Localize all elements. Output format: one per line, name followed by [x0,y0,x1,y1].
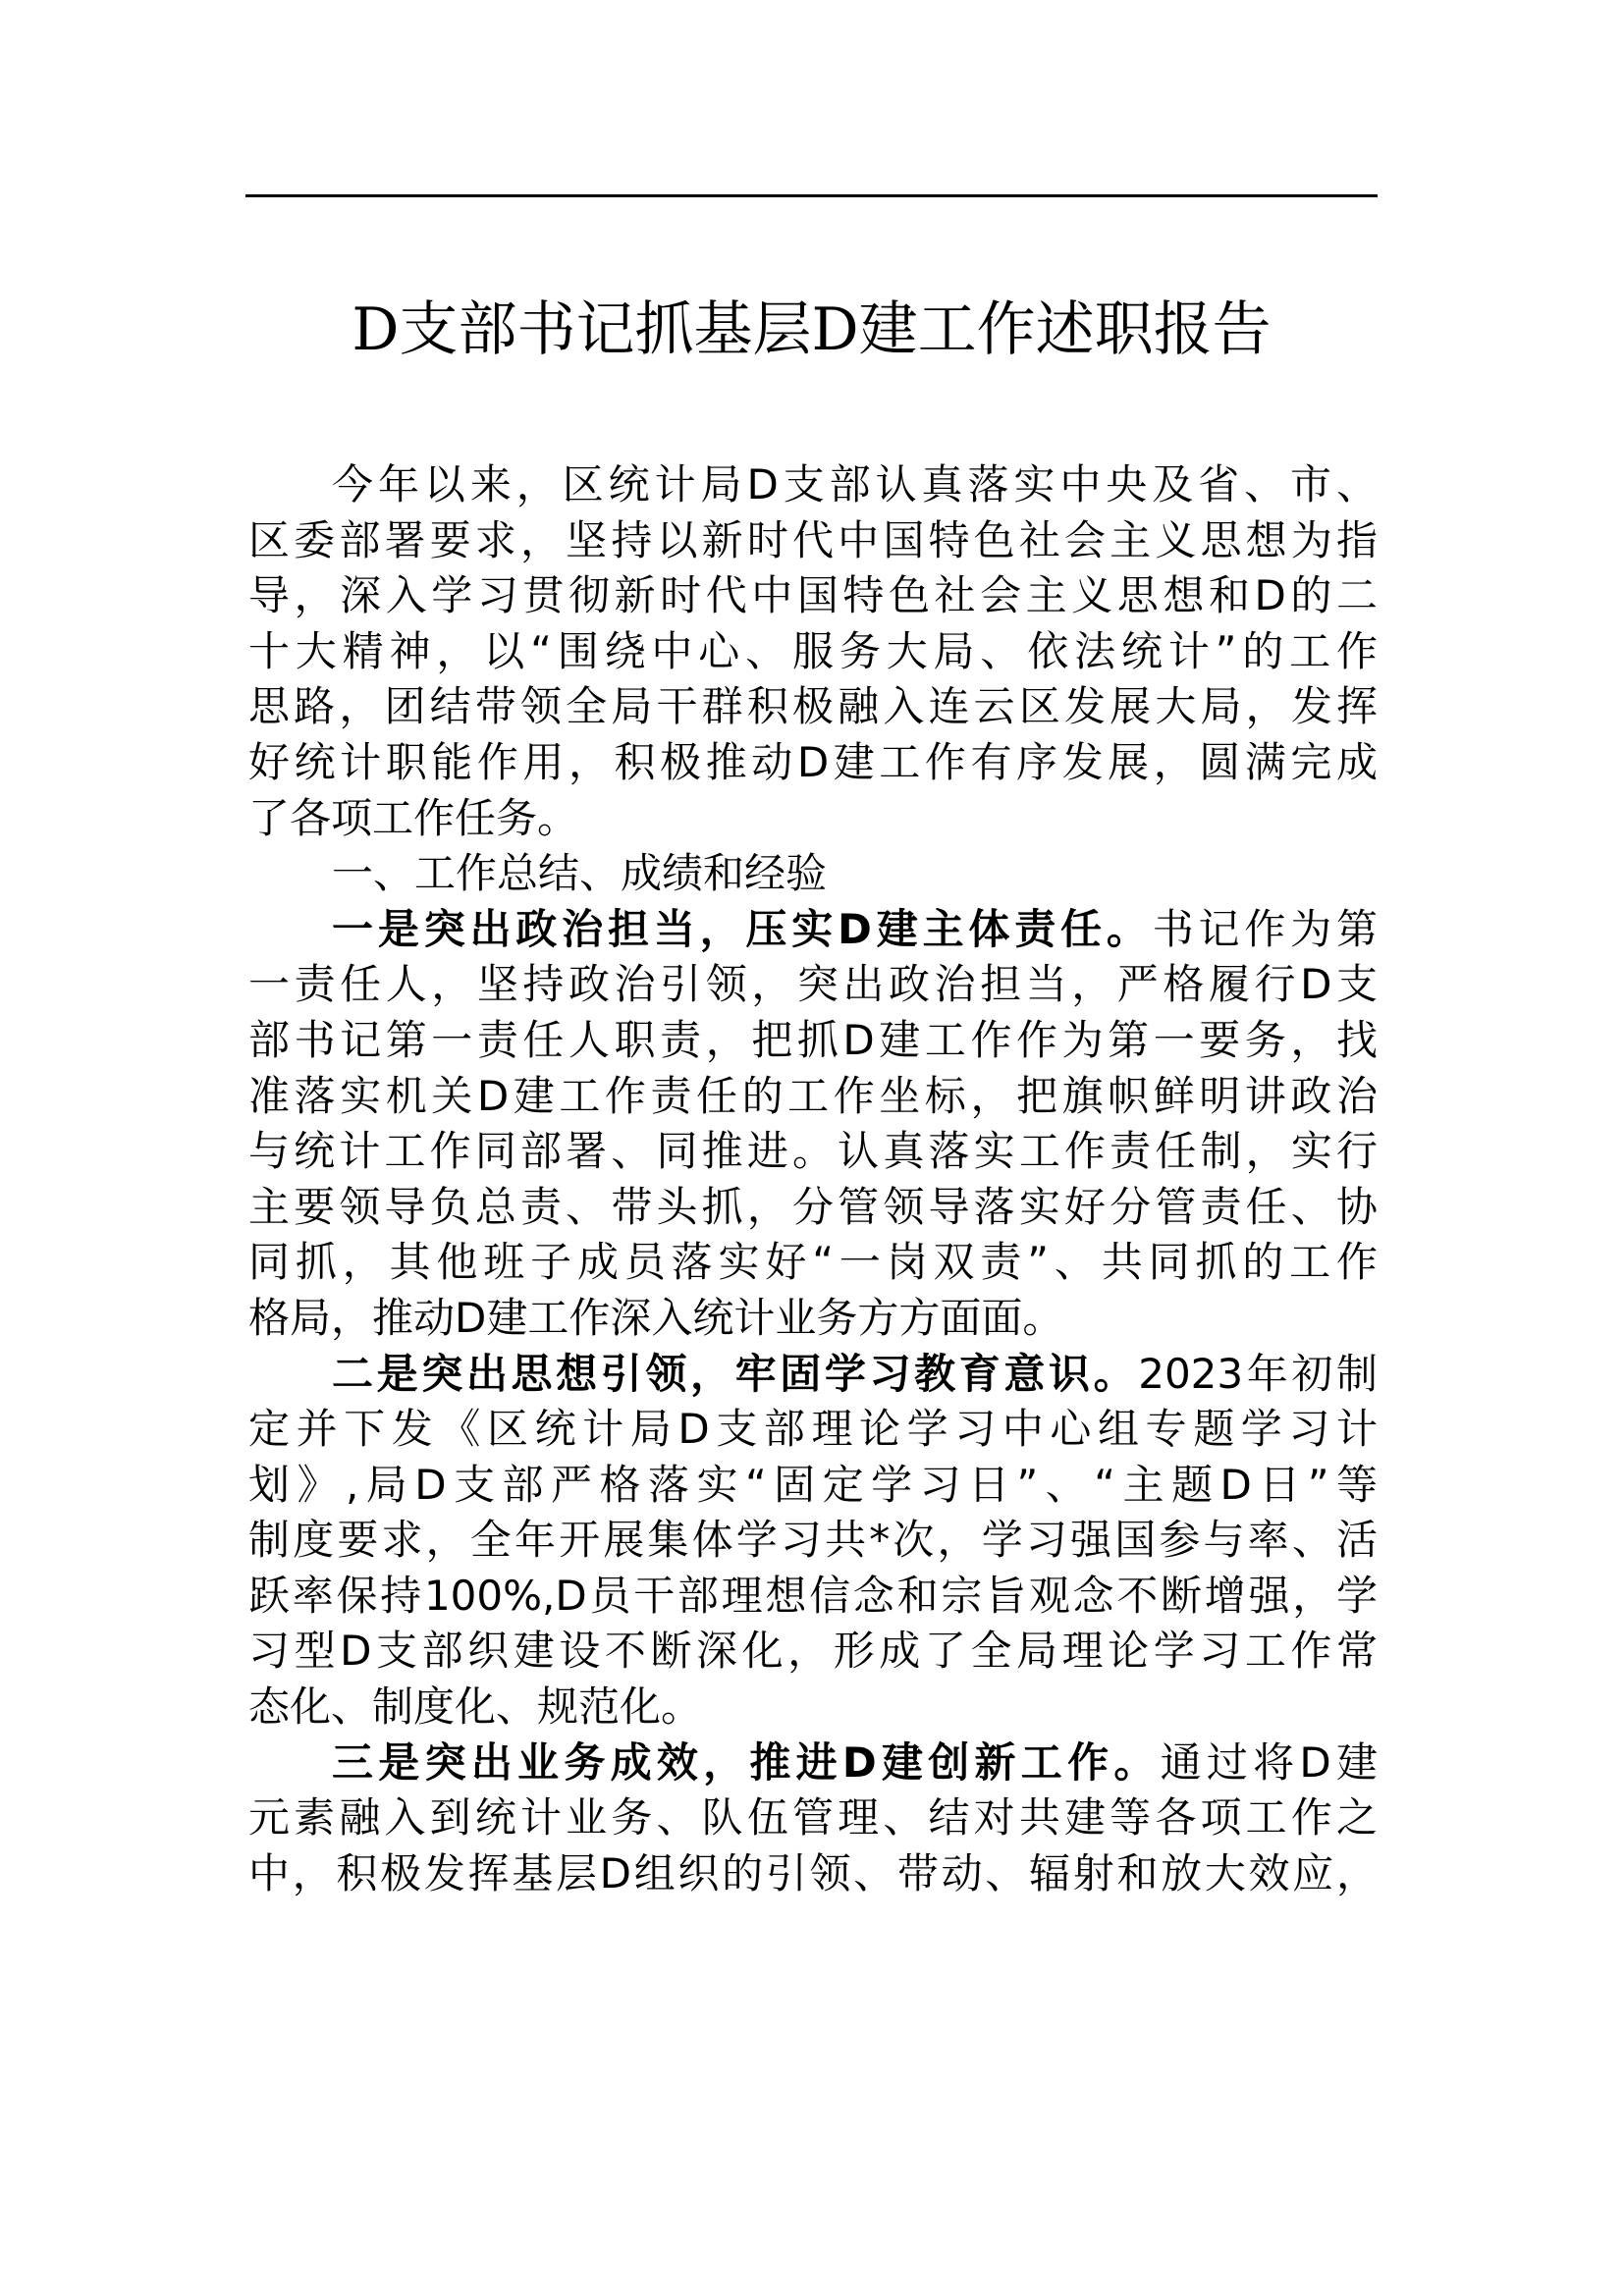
point-text: 通过将D建 [1160,1737,1379,1787]
text-line: 区委部署要求，坚持以新时代中国特色社会主义思想为指 [248,515,1378,564]
text-line: 好统计职能作用，积极推动D建工作有序发展，圆满完成 [248,737,1378,786]
text-line: 习型D支部织建设不断深化，形成了全局理论学习工作常 [248,1627,1378,1676]
text-line: 主要领导负总责、带头抓，分管领导落实好分管责任、协 [248,1182,1378,1231]
text-line: 定并下发《区统计局D支部理论学习中心组专题学习计 [248,1405,1378,1454]
point-paragraph-3 [248,1735,1378,1902]
text-line: 了各项工作任务。 [248,793,579,842]
point-lead: 一是突出政治担当，压实D建主体责任。 [332,904,1153,953]
point-text: 书记作为第 [1152,904,1378,953]
text-line: 元素融入到统计业务、队伍管理、结对共建等各项工作之 [248,1793,1378,1842]
point-lead: 三是突出业务成效，推进D建创新工作。 [332,1737,1161,1787]
text-line [248,902,1378,958]
header-rule [245,194,1378,197]
text-line: 格局，推动D建工作深入统计业务方方面面。 [248,1293,1064,1342]
text-line: 中，积极发挥基层D组织的引领、带动、辐射和放大效应， [248,1848,1378,1897]
point-paragraph-1 [248,902,1378,1347]
text-line: 同抓，其他班子成员落实好“一岗双责”、共同抓的工作 [248,1238,1378,1287]
text-line [248,1347,1378,1403]
text-line: 跃率保持100%,D员干部理想信念和宗旨观念不断增强，学 [248,1571,1378,1620]
text-line: 部书记第一责任人职责，把抓D建工作作为第一要务，找 [248,1015,1378,1064]
section-heading-text: 一、工作总结、成绩和经验 [332,849,828,898]
text-line: 思路，团结带领全局干群积极融入连云区发展大局，发挥 [248,682,1378,731]
text-line: 十大精神，以“围绕中心、服务大局、依法统计”的工作 [248,626,1378,675]
text-line: 导，深入学习贯彻新时代中国特色社会主义思想和D的二 [248,571,1378,620]
point-paragraph-2 [248,1347,1378,1735]
text-line: 准落实机关D建工作责任的工作坐标，把旗帜鲜明讲政治 [248,1071,1378,1120]
point-lead: 二是突出思想引领，牢固学习教育意识。 [332,1349,1139,1398]
text-line: 划》,局D支部严格落实“固定学习日”、“主题D日”等 [248,1460,1378,1509]
text-line: 态化、制度化、规范化。 [248,1682,703,1732]
text-line: 制度要求，全年开展集体学习共*次，学习强国参与率、活 [248,1516,1378,1565]
point-text: 2023年初制 [1138,1349,1378,1398]
document-body [248,457,1378,1901]
text-line: 今年以来，区统计局D支部认真落实中央及省、市、 [332,460,1378,508]
document-title: D支部书记抓基层D建工作述职报告 [352,295,1272,364]
section-heading [248,846,1378,902]
text-line: 一责任人，坚持政治引领，突出政治担当，严格履行D支 [248,960,1378,1009]
text-line [248,1735,1378,1791]
intro-paragraph [248,457,1378,846]
text-line: 与统计工作同部署、同推进。认真落实工作责任制，实行 [248,1127,1378,1176]
